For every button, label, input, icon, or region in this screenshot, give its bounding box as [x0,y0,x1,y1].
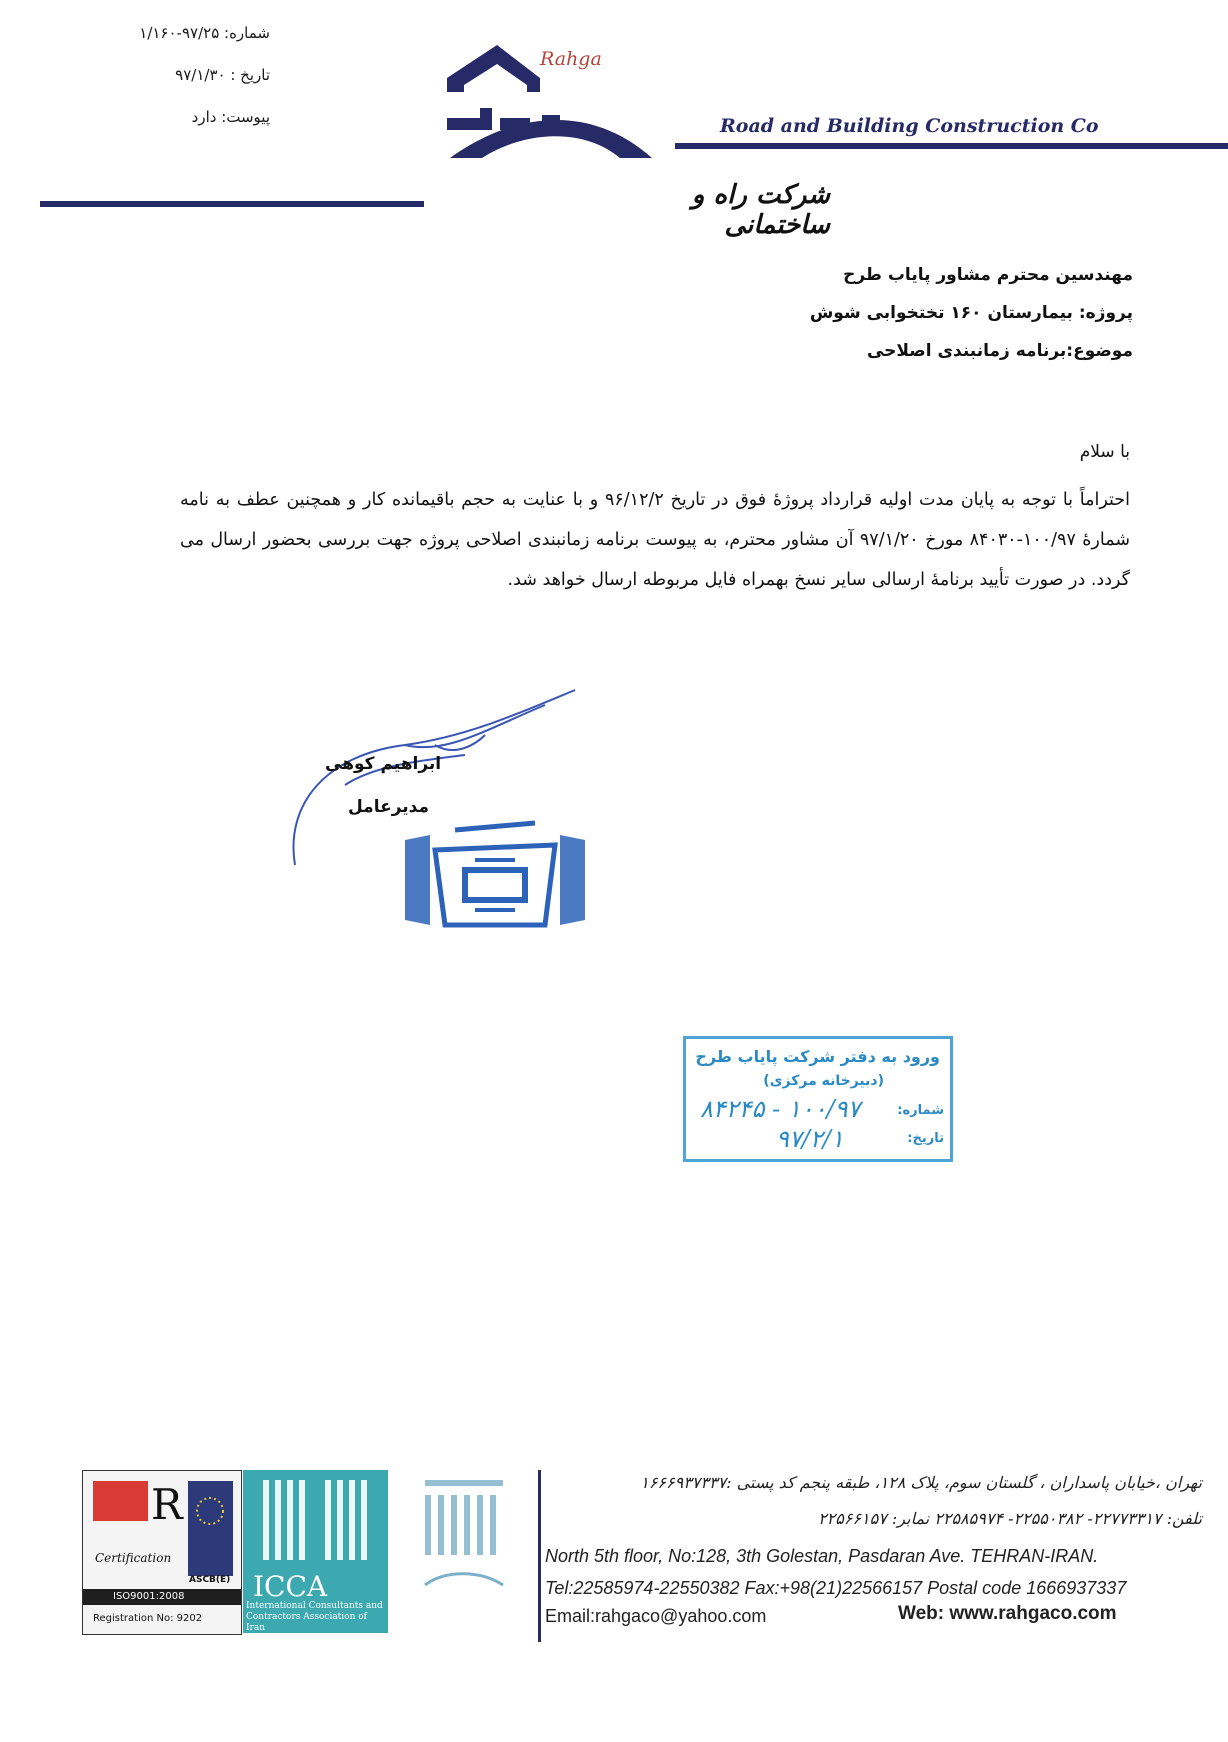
stamp-title: ورود به دفتر شرکت پایاب طرح [695,1047,940,1066]
stamp-number-value: ۱۰۰/۹۷ - ۸۴۲۴۵ [700,1095,861,1123]
cert1-ascb: ASCB(E) [189,1575,231,1585]
footer-address-fa: تهران ،خیابان پاسداران ، گلستان سوم، پلاک ۱۲۸، طبقه پنجم کد پستی :۱۶۶۶۹۳۷۳۳۷ [640,1473,1202,1492]
address-block [633,256,1133,370]
cert1-registration: Registration No: 9202 [93,1613,203,1624]
stamp-subtitle: (دبیرخانه مرکزی) [763,1073,884,1089]
icca-badge [243,1470,388,1633]
header-rule-left [40,201,424,207]
letter-attachment: پیوست: دارد [191,108,270,126]
logo-latin-text: Rahga [540,48,602,70]
header-rule-right [675,143,1228,149]
footer-email: Email:rahgaco@yahoo.com [545,1606,767,1626]
company-seal [395,815,595,940]
icca-columns-icon [243,1470,388,1570]
icca-acronym: ICCA [253,1570,328,1603]
company-name-en: Road and Building Construction Co [720,115,1099,137]
icca-caption: International Consultants and Contractors Association of Iran [246,1601,383,1633]
stamp-number-label: شماره: [897,1103,944,1118]
letter-date: تاریخ : ۹۷/۱/۳۰ [175,66,270,84]
footer-tel-en: Tel:22585974-22550382 Fax:+98(21)22566157 Postal code 1666937337 [545,1578,1127,1598]
project-line: پروژه: بیمارستان ۱۶۰ تختخوابی شوش [809,303,1133,323]
footer-phones-fa: تلفن: ۲۲۷۷۳۳۱۷- ۲۲۵۵۰۳۸۲- ۲۲۵۸۵۹۷۴ نمابر: ۲۲۵۶۶۱۵۷ [818,1509,1202,1528]
letter-body: احتراماً با توجه به پایان مدت اولیه قرارداد پروژهٔ فوق در تاریخ ۹۶/۱۲/۲ و با عنایت به حجم باقیمانده کار و همچنین عطف به نامه شمارهٔ ۱۰۰/۹۷-۸۴۰۳۰ مورخ ۹۷/۱/۲۰ آن مشاور محترم، به پیوست برنامه زمانبندی اصلاحی پروژه جهت بررسی بحضور ارسال می گردد. در صورت تأیید برنامهٔ ارسالی سایر نسخ بهمراه فایل مربوطه ارسال خواهد شد. [180,490,1130,590]
footer-divider [538,1470,541,1642]
cert1-caption: Certification [95,1551,172,1565]
receipt-stamp [683,1036,953,1162]
association-logo-icon [420,1475,508,1610]
stamp-date-value: ۹۷/۲/۱ [776,1125,844,1153]
svg-text:R: R [151,1480,183,1529]
recipient-line: مهندسین محترم مشاور پایاب طرح [843,265,1133,285]
letter-meta [95,12,270,138]
letter-number: شماره: ۹۷/۲۵-۱/۱۶۰ [139,24,270,42]
cert1-iso: ISO9001:2008 [113,1591,185,1602]
greeting: با سلام [1079,442,1130,462]
certification-badge [82,1470,242,1635]
subject-line: موضوع:برنامه زمانبندی اصلاحی [866,341,1133,361]
signatory-title: مدیرعامل [348,797,429,817]
company-name-fa: شرکت راه و ساختمانی [691,180,830,240]
stamp-date-label: تاریخ: [907,1131,944,1146]
footer-address-en: North 5th floor, No:128, 3th Golestan, Pasdaran Ave. TEHRAN-IRAN. [545,1546,1099,1566]
signatory-name: ابراهیم کوهی [325,754,442,774]
footer-web: Web: www.rahgaco.com [898,1603,1117,1624]
